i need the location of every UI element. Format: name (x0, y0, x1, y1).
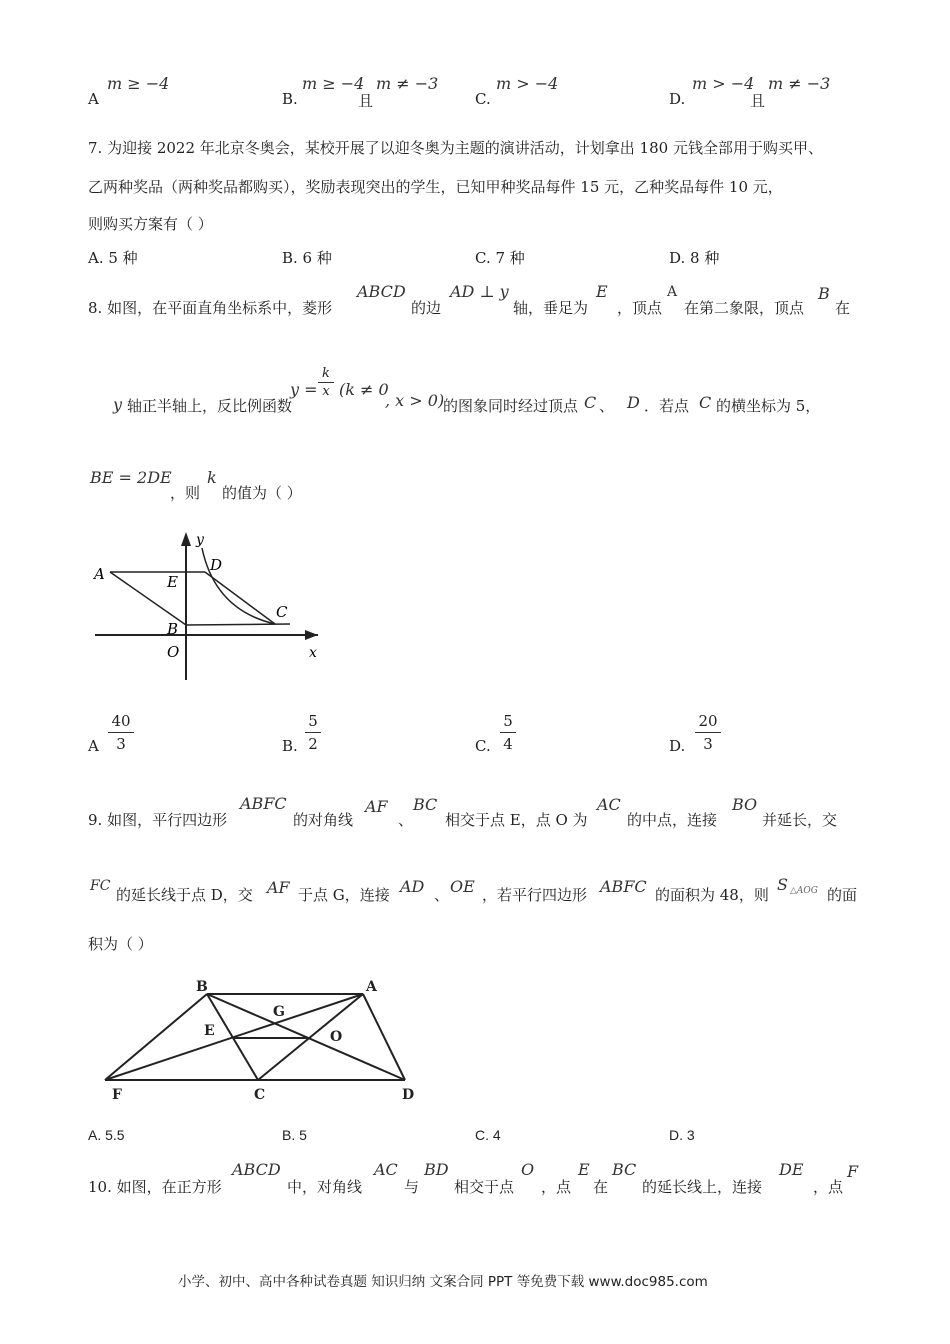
q8-figure (88, 525, 328, 690)
q8-math: y (113, 395, 123, 414)
q8-option-b-letter: B. (282, 737, 298, 755)
q7-line-1: 7. 为迎接 2022 年北京冬奥会，某校开展了以迎冬奥为主题的演讲活动，计划拿出 180 元钱全部用于购买甲、 (88, 139, 823, 157)
q8-math: k (207, 468, 217, 487)
label-e: E (167, 573, 178, 591)
q10-text: ，点 (813, 1178, 844, 1196)
q8-math: , x > 0) (385, 391, 445, 410)
label-g: G (273, 1004, 285, 1020)
q10-text: 在 (593, 1178, 609, 1196)
q10-math: F (847, 1162, 859, 1181)
label-d: D (210, 556, 223, 574)
label-e: E (204, 1023, 215, 1039)
q6-option-b-math1: m ≥ −4 (302, 74, 365, 93)
q9-text: ，若平行四边形 (482, 886, 588, 904)
q8-text: 的横坐标为 5， (716, 397, 821, 415)
q8-option-c-letter: C. (475, 737, 491, 755)
q9-text: 的延长线于点 D，交 (116, 886, 253, 904)
q9-option-d: D. 3 (669, 1127, 695, 1143)
q10-text: 10. 如图，在正方形 (88, 1178, 222, 1196)
q8-text: ，则 (170, 484, 201, 502)
q7-line-3: 则购买方案有（ ） (88, 215, 213, 233)
y-axis-arrow (181, 532, 191, 546)
q9-math: S (777, 875, 788, 894)
q8-text: 8. 如图，在平面直角坐标系中，菱形 (88, 299, 333, 317)
q9-text: 相交于点 E，点 O 为 (445, 811, 588, 829)
q8-math: C (584, 393, 597, 412)
label-o: O (330, 1029, 343, 1045)
label-a: A (94, 565, 105, 583)
label-b: B (167, 620, 179, 638)
segment-bf (105, 994, 207, 1080)
q9-text: 并延长，交 (762, 811, 838, 829)
q8-math: A (667, 284, 678, 300)
label-y: y (196, 532, 204, 548)
q8-math: ABCD (357, 282, 406, 301)
q8-option-b-fraction: 5 2 (305, 711, 321, 754)
q10-math: DE (779, 1160, 804, 1179)
q8-text: 在 (835, 299, 851, 317)
q9-text: 的中点，连接 (627, 811, 718, 829)
q8-text: 的边 (411, 299, 442, 317)
q9-math-subscript: △AOG (790, 886, 818, 896)
page-footer: 小学、初中、高中各种试卷真题 知识归纳 文案合同 PPT 等免费下载 www.doc985.com (178, 1274, 708, 1290)
q8-math: C (699, 393, 712, 412)
q6-option-a-math: m ≥ −4 (107, 74, 170, 93)
x-axis-arrow (305, 630, 318, 640)
label-o: O (167, 643, 180, 661)
q10-text: ，点 (541, 1178, 572, 1196)
q10-math: E (578, 1160, 590, 1179)
q9-math: AC (597, 795, 621, 814)
q8-text: 轴，垂足为 (513, 299, 589, 317)
q9-text: 积为（ ） (88, 935, 153, 953)
q8-option-d-letter: D. (669, 737, 686, 755)
q10-text: 的延长线上，连接 (642, 1178, 763, 1196)
q6-option-d-math2: m ≠ −3 (768, 74, 831, 93)
q9-math: FC (90, 878, 111, 894)
q9-math: BO (732, 795, 758, 814)
q9-math: AF (267, 878, 290, 897)
q8-option-a-letter: A (88, 737, 99, 755)
q9-option-b: B. 5 (282, 1127, 307, 1143)
q6-option-d-letter: D. (669, 90, 686, 108)
q7-option-c: C. 7 种 (475, 249, 525, 267)
q9-text: 、 (398, 811, 414, 829)
q9-math: AD (400, 877, 425, 896)
q8-math: B (818, 284, 830, 303)
q6-option-c-letter: C. (475, 90, 491, 108)
q9-math: ABFC (240, 794, 287, 813)
q8-math: (k ≠ 0 (339, 380, 389, 399)
q8-function-lhs: y = (290, 380, 318, 399)
q8-text: ．若点 (644, 397, 690, 415)
q10-text: 相交于点 (454, 1178, 515, 1196)
label-c: C (254, 1087, 266, 1103)
q8-text: ，顶点 (617, 299, 663, 317)
q10-math: BD (424, 1160, 449, 1179)
label-c: C (276, 603, 288, 621)
q9-text: 9. 如图，平行四边形 (88, 811, 228, 829)
q7-option-d: D. 8 种 (669, 249, 720, 267)
label-f: F (112, 1087, 122, 1103)
q9-text: 的面 (827, 886, 858, 904)
q8-math: AD ⊥ y (450, 282, 509, 301)
label-b: B (196, 979, 208, 995)
q9-text: 的面积为 48，则 (655, 886, 769, 904)
q10-math: BC (612, 1160, 637, 1179)
label-x: x (309, 645, 317, 661)
q8-text: 的图象同时经过顶点 (443, 397, 579, 415)
q10-math: ABCD (232, 1160, 281, 1179)
q8-math: BE = 2DE (90, 468, 172, 487)
q9-math: BC (413, 795, 438, 814)
q8-option-c-fraction: 5 4 (500, 711, 516, 754)
q8-text: 轴正半轴上，反比例函数 (127, 397, 293, 415)
q6-option-b-letter: B. (282, 90, 298, 108)
q8-math: D (627, 393, 640, 412)
q6-option-d-math1: m > −4 (692, 74, 755, 93)
q9-text: 于点 G，连接 (298, 886, 390, 904)
q9-math: AF (365, 797, 388, 816)
side-dc (205, 572, 275, 624)
q6-option-b-and: 且 (358, 92, 374, 110)
q7-line-2: 乙两种奖品（两种奖品都购买），奖励表现突出的学生，已知甲种奖品每件 15 元，乙种奖品每件 10 元， (88, 178, 783, 196)
q8-option-a-fraction: 40 3 (108, 711, 134, 754)
q9-text: 、 (434, 886, 450, 904)
q9-option-c: C. 4 (475, 1127, 501, 1143)
q7-option-b: B. 6 种 (282, 249, 332, 267)
q8-text: 在第二象限，顶点 (684, 299, 805, 317)
q9-math: ABFC (600, 877, 647, 896)
q9-figure (95, 970, 425, 1105)
q9-text: 的对角线 (293, 811, 354, 829)
segment-ad (363, 994, 405, 1080)
label-d: D (402, 1087, 415, 1103)
q6-option-d-and: 且 (750, 92, 766, 110)
q8-math: E (596, 282, 608, 301)
q9-option-a: A. 5.5 (88, 1127, 125, 1143)
q6-option-a-letter: A (88, 90, 99, 108)
label-a: A (366, 979, 377, 995)
q8-text: 的值为（ ） (222, 484, 302, 502)
q6-option-b-math2: m ≠ −3 (376, 74, 439, 93)
q7-option-a: A. 5 种 (88, 249, 138, 267)
q10-math: O (521, 1160, 535, 1179)
q10-math: AC (374, 1160, 398, 1179)
q9-math: OE (450, 877, 475, 896)
q8-text: 、 (599, 397, 615, 415)
q8-function-fraction: k x (318, 366, 334, 399)
q10-text: 中，对角线 (287, 1178, 363, 1196)
q6-option-c-math: m > −4 (496, 74, 559, 93)
q8-option-d-fraction: 20 3 (695, 711, 721, 754)
q10-text: 与 (404, 1178, 420, 1196)
